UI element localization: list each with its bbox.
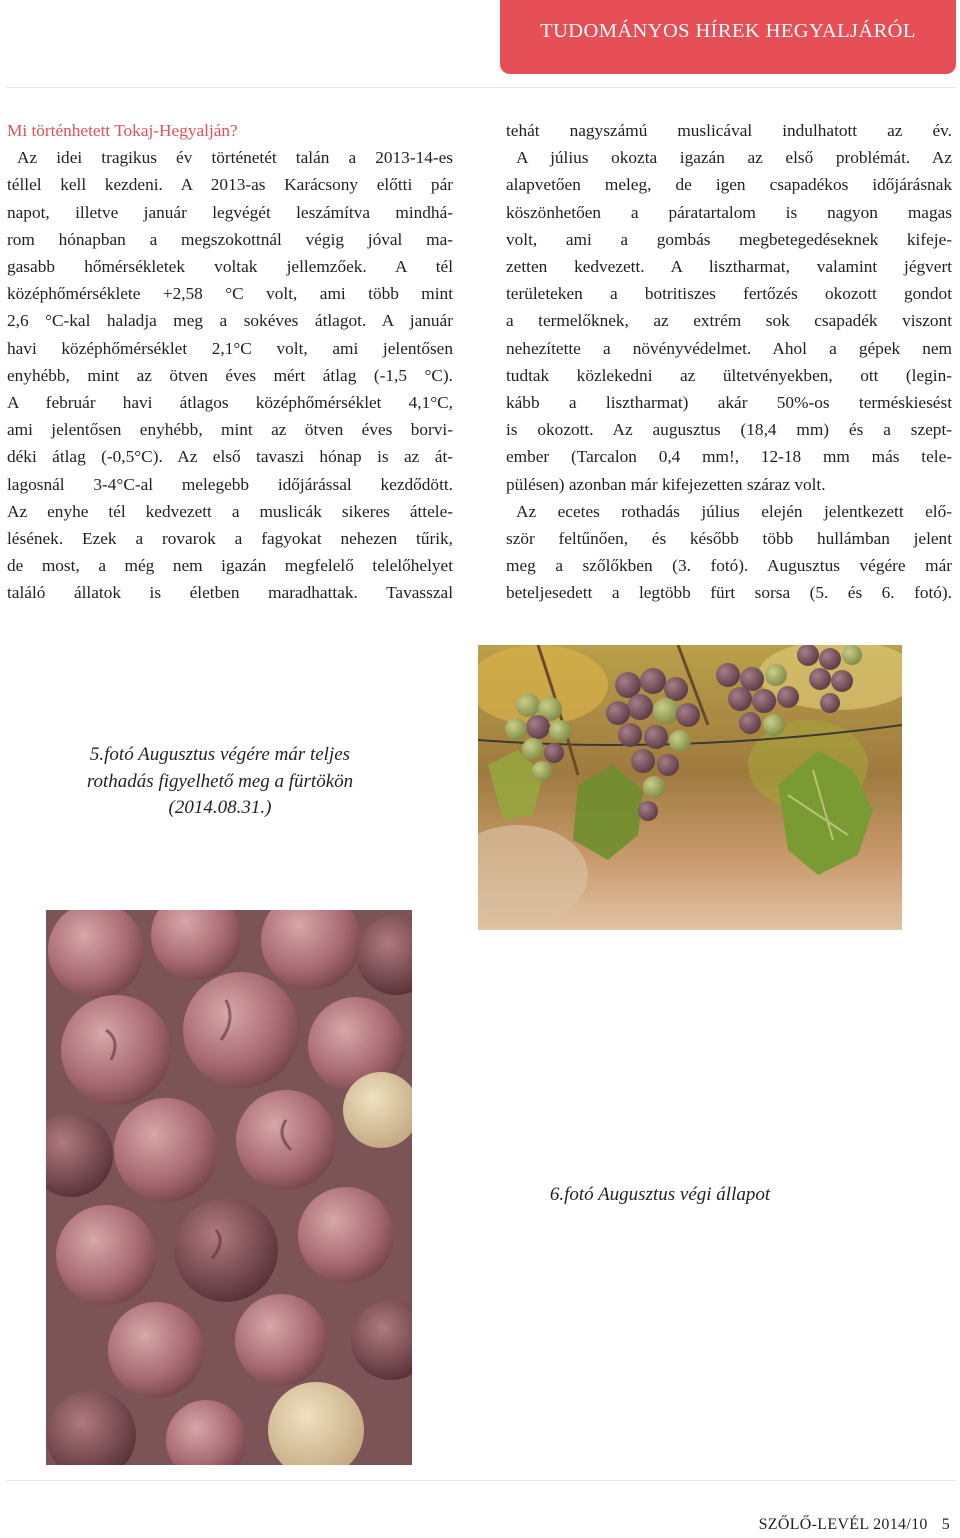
text-line: rom hónapban a megszokottnál végig jóval ma-: [7, 229, 453, 249]
photo5-caption: [55, 742, 385, 822]
article-column-left: [7, 117, 453, 607]
header-band: [500, 0, 956, 74]
text-line: Az enyhe tél kedvezett a muslicák sikeres áttele-: [7, 501, 453, 521]
photo-rotting-grapes-closeup: [46, 910, 412, 1465]
text-line: alapvetően meleg, de igen csapadékos időjárásnak: [506, 175, 952, 195]
caption-line: (2014.08.31.): [168, 797, 272, 818]
text-line: Az ecetes rothadás július elején jelentkezett elő-: [516, 501, 952, 521]
text-line: is okozott. Az augusztus (18,4 mm) és a szept-: [506, 420, 952, 440]
publication-name: SZŐLŐ-LEVÉL 2014/10: [758, 1516, 928, 1533]
text-line: enyhébb, mint az ötven éves mért átlag (-1,5 °C).: [7, 365, 453, 385]
text-line: középhőmérséklete +2,58 °C volt, ami több mint: [7, 284, 453, 304]
text-line: ami jelentősen enyhébb, mint az ötven éves borvi-: [7, 420, 453, 440]
text-line: tehát nagyszámú muslicával indulhatott az év.: [506, 121, 952, 140]
text-line: zetten kedvezett. A lisztharmat, valamint jégvert: [506, 257, 952, 277]
text-line: napot, illetve január legvégét leszámítva mindhá-: [7, 202, 453, 222]
text-line: volt, ami a gombás megbetegedéseknek kifeje-: [506, 229, 952, 249]
text-line: ször feltűnően, és később több hullámban jelent: [506, 529, 952, 549]
text-line: pülésen) azonban már kifejezetten száraz volt.: [506, 474, 826, 494]
photo6-caption: 6.fotó Augusztus végi állapot: [549, 1184, 771, 1205]
text-line: havi középhőmérséklet 2,1°C volt, ami jelentősen: [7, 338, 453, 358]
text-line: lésének. Ezek a rovarok a fagyokat nehezen tűrik,: [7, 529, 453, 549]
text-line: Az idei tragikus év történetét talán a 2013-14-es: [17, 148, 453, 168]
text-line: meg a szőlőkben (3. fotó). Augusztus végére már: [506, 556, 952, 576]
text-line: déki átlag (-0,5°C). Az első tavaszi hónap is az át-: [7, 447, 453, 467]
photo-grape-clusters: [478, 645, 902, 930]
text-line: de most, a még nem igazán megfelelő telelőhelyet: [7, 556, 453, 576]
text-line: ember (Tarcalon 0,4 mm!, 12-18 mm más tele-: [506, 447, 952, 467]
text-line: gasabb hőmérsékletek voltak jellemzőek. A tél: [7, 257, 453, 277]
header-title: TUDOMÁNYOS HÍREK HEGYALJÁRÓL: [540, 20, 916, 42]
article-column-right: [506, 117, 952, 607]
footer-divider: [6, 1480, 956, 1481]
text-line: tudtak közlekedni az ültetvényekben, ott (legin-: [506, 365, 952, 385]
text-line: területeken a botritiszes fertőzés okozott gondot: [506, 284, 952, 304]
caption-line: rothadás figyelhető meg a fürtökön: [86, 770, 354, 792]
text-line: köszönhetően a páratartalom is nagyon magas: [506, 202, 952, 222]
text-line: lagosnál 3-4°C-al melegebb időjárással kezdődött.: [7, 474, 453, 494]
header-divider: [6, 87, 956, 88]
caption-line: 5.fotó Augusztus végére már teljes: [89, 744, 351, 765]
text-line: a termelőknek, az extrém sok csapadék viszont: [506, 311, 952, 331]
text-line: találó állatok is életben maradhattak. Tavasszal: [7, 583, 453, 603]
page-footer: [759, 1516, 950, 1534]
text-line: beteljesedett a legtöbb fürt sorsa (5. és 6. fotó).: [506, 583, 952, 603]
page-number: 5: [941, 1516, 950, 1533]
text-line: téllel kell kezdeni. A 2013-as Karácsony előtti pár: [7, 175, 453, 195]
text-line: A február havi átlagos középhőmérséklet 4,1°C,: [7, 393, 453, 413]
section-title: Mi történhetett Tokaj-Hegyalján?: [7, 121, 238, 140]
text-line: 2,6 °C-kal haladja meg a sokéves átlagot. A január: [7, 311, 453, 331]
text-line: kább a lisztharmat) akár 50%-os terméskiesést: [506, 393, 952, 413]
text-line: nehezítette a növényvédelmet. Ahol a gépek nem: [506, 338, 952, 358]
text-line: A július okozta igazán az első problémát. Az: [516, 148, 952, 168]
